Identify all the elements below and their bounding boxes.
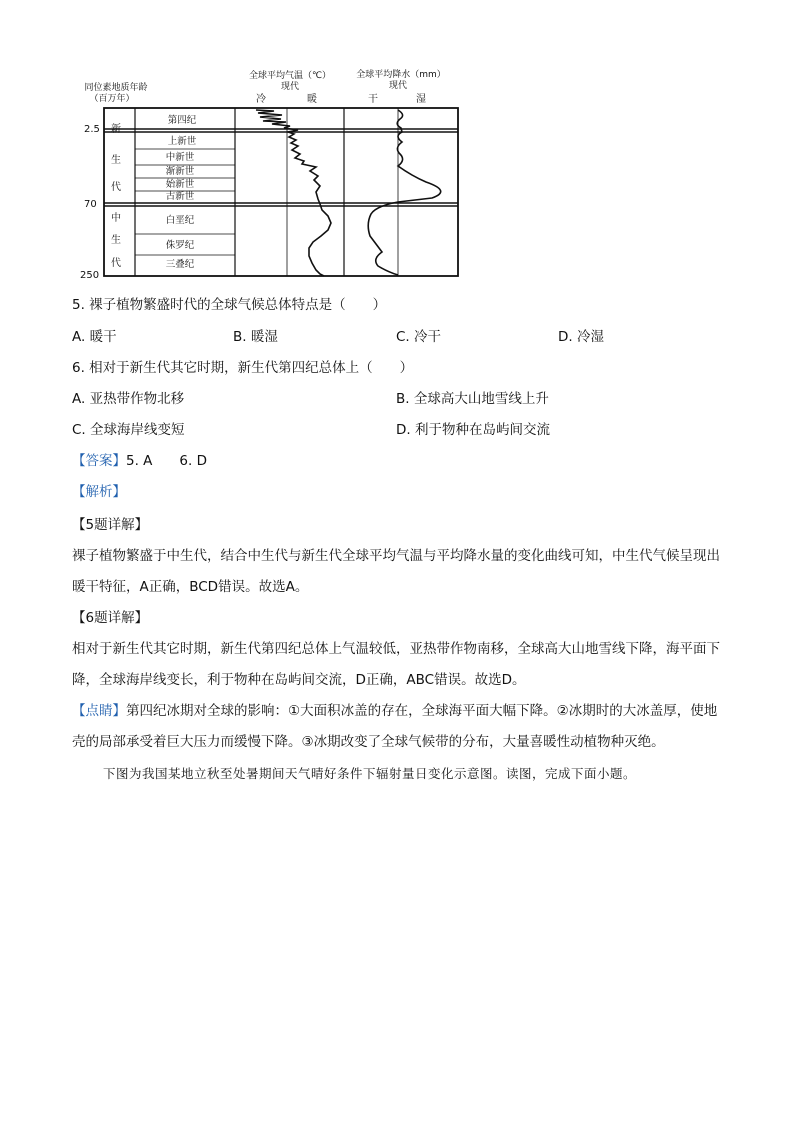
answer-line <box>72 451 207 471</box>
age-axis-title: 同位素地质年龄 <box>84 83 148 93</box>
temperature-curve <box>256 110 331 276</box>
era-cenozoic-1: 新 <box>111 124 121 135</box>
q5-stem: 5. 裸子植物繁盛时代的全球气候总体特点是（ ） <box>72 297 387 313</box>
period-miocene: 中新世 <box>165 152 195 163</box>
q6-option-b[interactable]: B. 全球高大山地雪线上升 <box>396 391 549 407</box>
period-jurassic: 侏罗纪 <box>165 240 195 251</box>
q5-detail-heading: 【5题详解】 <box>72 517 149 533</box>
period-oligocene: 渐新世 <box>165 166 195 177</box>
precip-dry-label: 干 <box>368 94 378 105</box>
q6-option-c[interactable]: C. 全球海岸线变短 <box>72 422 185 438</box>
next-question-intro: 下图为我国某地立秋至处暑期间天气晴好条件下辐射量日变化示意图。读图，完成下面小题。 <box>103 766 637 781</box>
q5-option-d[interactable]: D. 冷湿 <box>558 329 604 345</box>
age-tick-250: 250 <box>80 270 100 280</box>
tips-body: 第四纪冰期对全球的影响：①大面积冰盖的存在，全球海平面大幅下降。②冰期时的大冰盖厚，使地壳的局部承受着巨大压力而缓慢下降。③冰期改变了全球气候带的分布，大量喜暖性动植物种灭绝。 <box>72 703 718 750</box>
temp-warm-label: 暖 <box>307 94 317 105</box>
q5-option-a[interactable]: A. 暖干 <box>72 329 117 345</box>
age-axis-unit: （百万年） <box>89 94 135 104</box>
temp-cold-label: 冷 <box>256 94 266 105</box>
figure-frame <box>104 108 458 276</box>
era-mesozoic-3: 代 <box>111 258 121 269</box>
period-cretaceous: 白垩纪 <box>165 215 195 226</box>
precip-wet-label: 湿 <box>416 94 426 105</box>
period-triassic: 三叠纪 <box>165 259 195 270</box>
period-pliocene: 上新世 <box>167 136 197 147</box>
q6-option-d[interactable]: D. 利于物种在岛屿间交流 <box>396 422 550 438</box>
tips-paragraph <box>72 696 722 758</box>
tips-label: 【点睛】 <box>72 703 126 719</box>
period-quaternary: 第四纪 <box>167 115 197 126</box>
q6-option-a[interactable]: A. 亚热带作物北移 <box>72 391 185 407</box>
precipitation-curve <box>368 110 440 275</box>
precip-modern-label: 现代 <box>388 81 408 91</box>
age-tick-70: 70 <box>84 199 97 210</box>
q6-stem: 6. 相对于新生代其它时期，新生代第四纪总体上（ ） <box>72 360 414 376</box>
era-cenozoic-2: 生 <box>111 155 121 166</box>
answer-label: 【答案】 <box>72 453 126 469</box>
q6-detail-body: 相对于新生代其它时期，新生代第四纪总体上气温较低，亚热带作物南移，全球高大山地雪线下降，海平面下降，全球海岸线变长，利于物种在岛屿间交流，D正确，ABC错误。故选D。 <box>72 641 720 688</box>
temp-modern-label: 现代 <box>280 82 300 92</box>
q5-option-c[interactable]: C. 冷干 <box>396 329 442 345</box>
q5-option-b[interactable]: B. 暖湿 <box>233 329 278 345</box>
precip-title: 全球平均降水（mm） <box>356 70 446 80</box>
q5-detail-body: 裸子植物繁盛于中生代，结合中生代与新生代全球平均气温与平均降水量的变化曲线可知，中生代气候呈现出暖干特征，A正确，BCD错误。故选A。 <box>72 548 720 595</box>
answer-text: 5. A 6. D <box>126 453 207 469</box>
q6-detail-heading: 【6题详解】 <box>72 610 149 626</box>
geologic-climate-figure <box>76 66 466 280</box>
analysis-label: 【解析】 <box>72 484 126 500</box>
period-eocene: 始新世 <box>165 179 195 190</box>
age-tick-2-5: 2.5 <box>84 124 100 135</box>
period-paleocene: 古新世 <box>165 191 195 202</box>
temp-title: 全球平均气温（℃） <box>248 71 332 81</box>
era-mesozoic-1: 中 <box>111 213 121 224</box>
era-mesozoic-2: 生 <box>111 235 121 246</box>
era-cenozoic-3: 代 <box>111 182 121 193</box>
